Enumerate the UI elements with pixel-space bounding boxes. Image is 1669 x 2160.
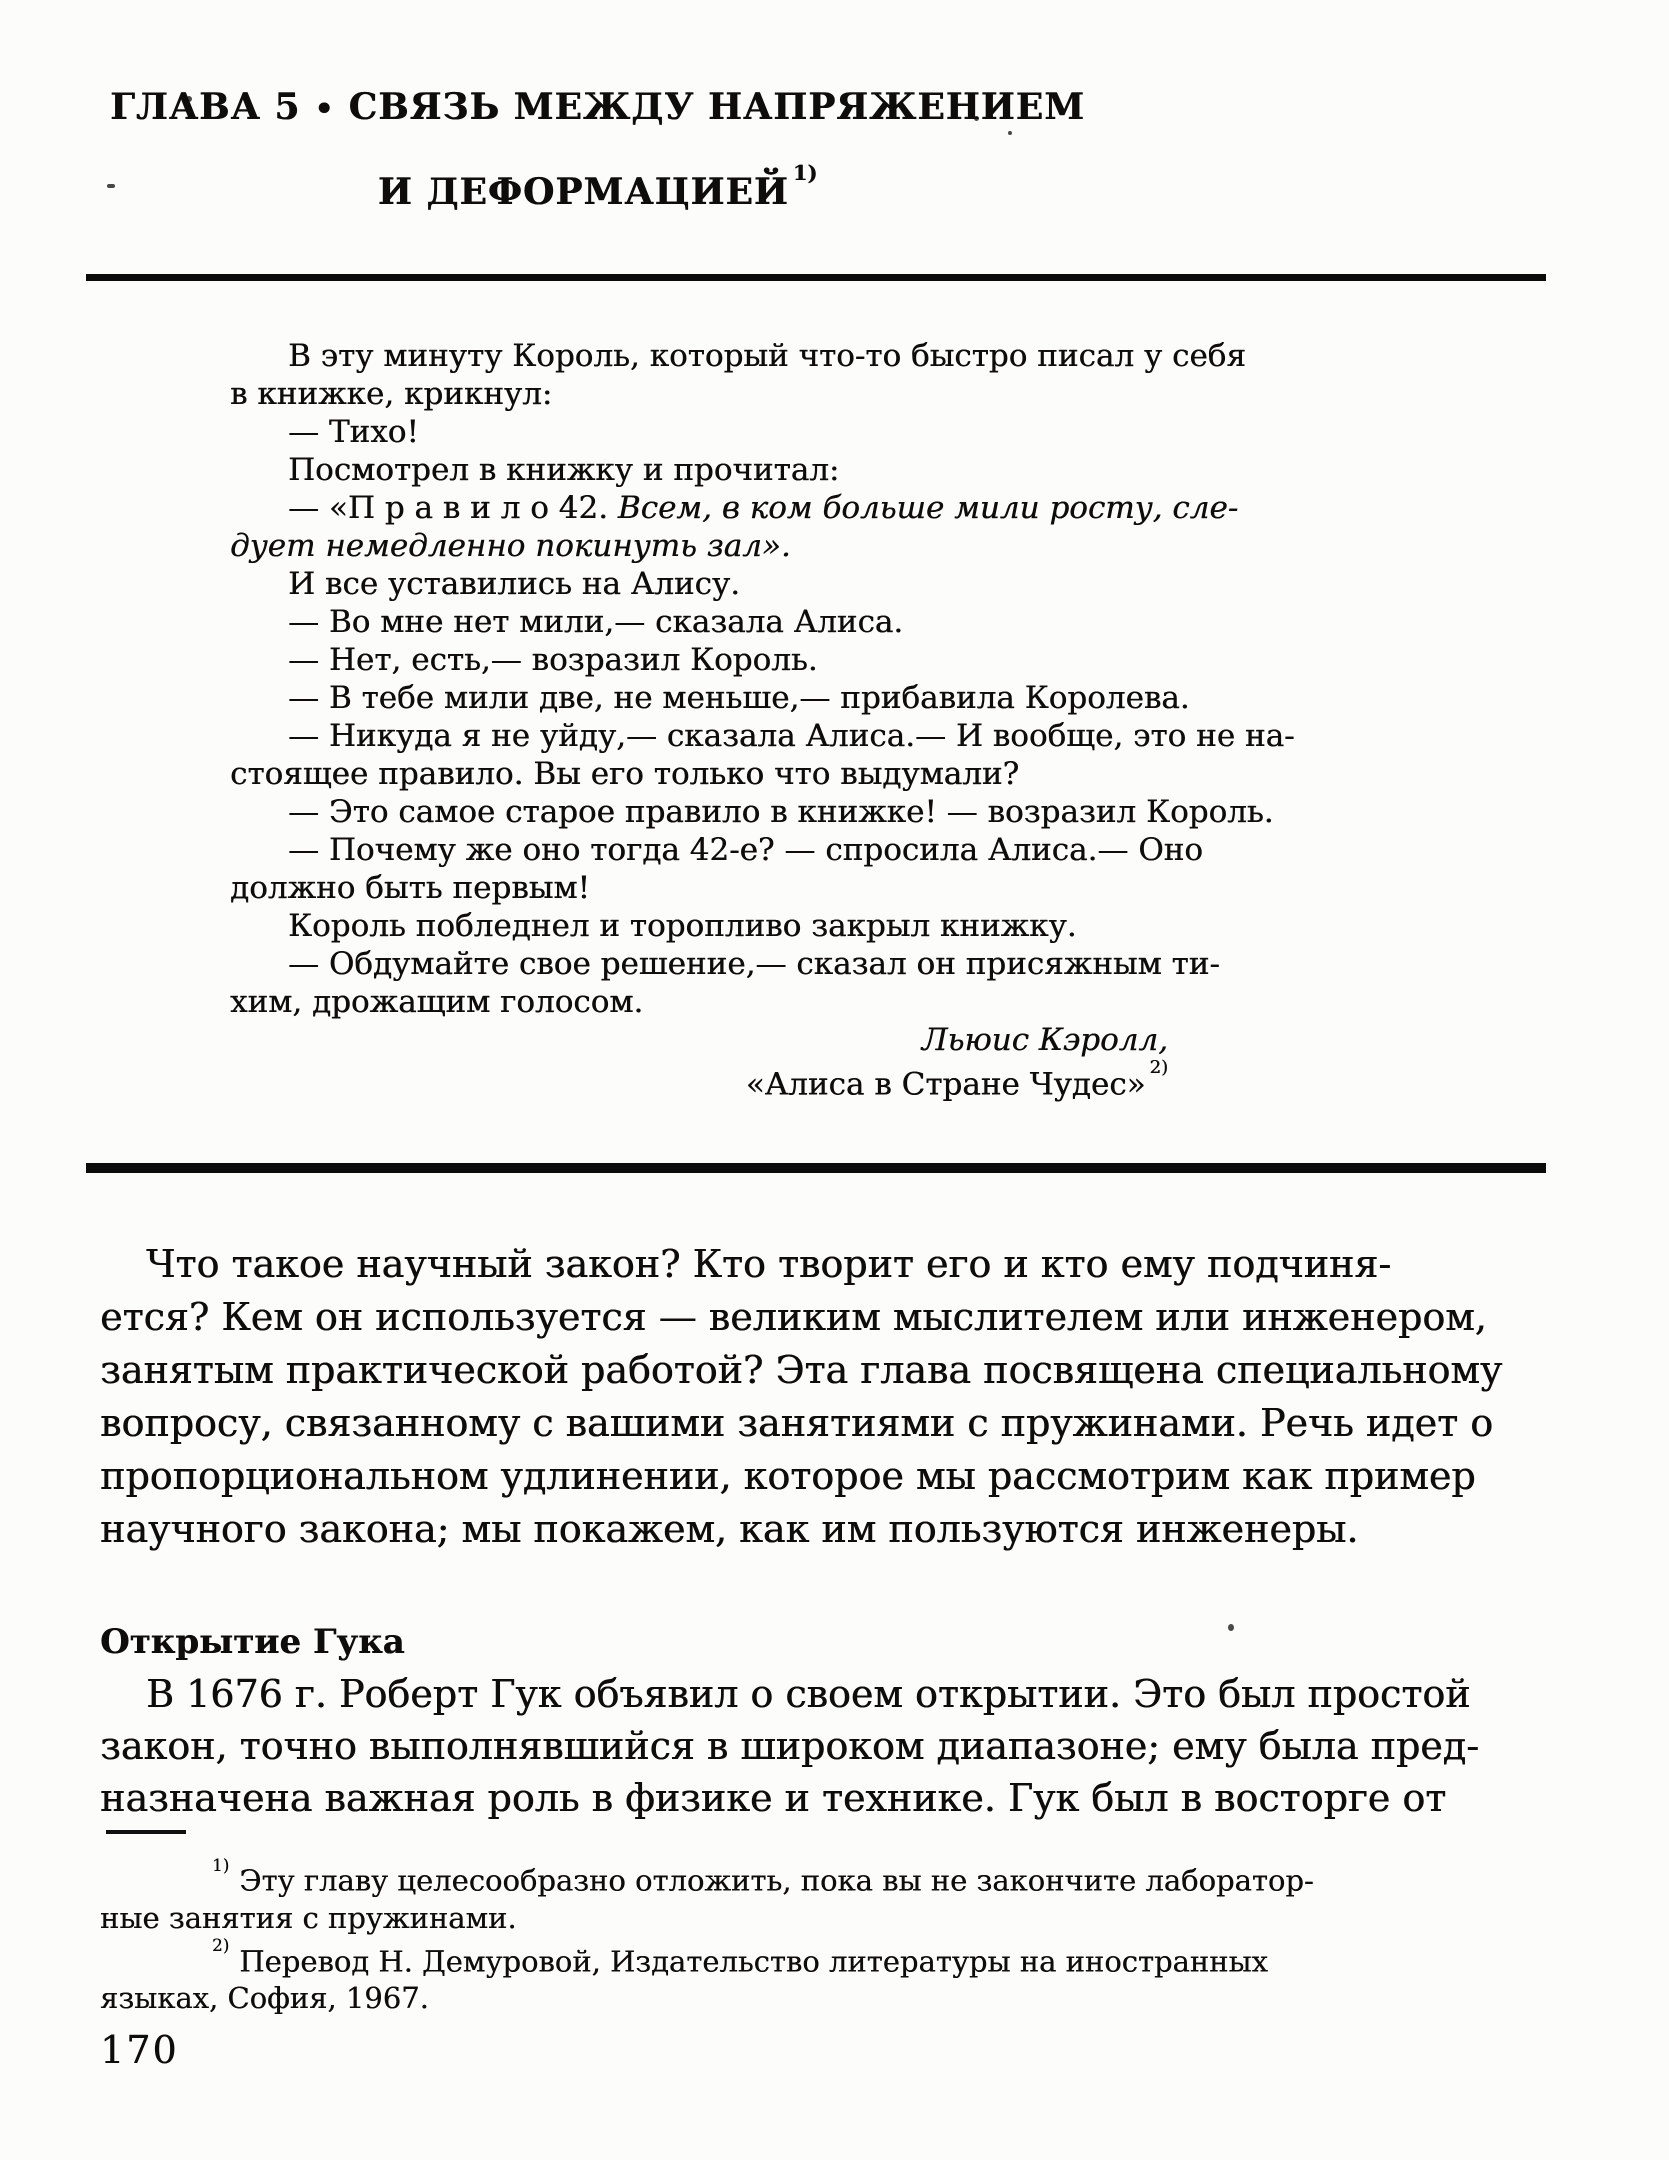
epigraph-line: — Нет, есть,— возразил Король. [288, 642, 818, 678]
epigraph-line: дует немедленно покинуть зал». [230, 528, 791, 564]
chapter-title [105, 70, 1090, 229]
body-line: вопросу, связанному с вашими занятиями с пружинами. Речь идет о [100, 1401, 1493, 1445]
epigraph [230, 337, 1410, 1103]
chapter-title-text: СВЯЗЬ МЕЖДУ НАПРЯЖЕНИЕМ [348, 86, 1085, 128]
body-line: закон, точно выполнявшийся в широком диапазоне; ему была пред- [100, 1724, 1479, 1768]
epigraph-line [230, 489, 1410, 527]
epigraph-line: Посмотрел в книжку и прочитал: [288, 452, 840, 488]
chapter-title-line1 [105, 70, 1090, 147]
epigraph-line: — Тихо! [288, 414, 419, 450]
epigraph-line: В эту минуту Король, который что-то быстро писал у себя [288, 338, 1246, 374]
intro-paragraph [100, 1238, 1565, 1556]
body-line: занятым практической работой? Эта глава посвящена специальному [100, 1348, 1503, 1392]
epigraph-line: хим, дрожащим голосом. [230, 984, 644, 1020]
epigraph-line: — В тебе мили две, не меньше,— прибавила Королева. [288, 680, 1190, 716]
body-line: пропорциональном удлинении, которое мы рассмотрим как пример [100, 1454, 1476, 1498]
hooke-paragraph [100, 1668, 1565, 1824]
footnote-divider-rule [106, 1830, 186, 1834]
horizontal-rule-middle [86, 1163, 1546, 1173]
chapter-title-line2 [105, 147, 1090, 229]
epigraph-line: — Это самое старое правило в книжке! — возразил Король. [288, 794, 1274, 830]
bullet-separator-icon: • [314, 92, 335, 127]
footnote-1-line-1 [100, 1856, 1565, 1900]
epigraph-line: — Обдумайте свое решение,— сказал он присяжным ти- [288, 946, 1220, 982]
epigraph-line: — Никуда я не уйду,— сказала Алиса.— И вообще, это не на- [288, 718, 1295, 754]
rule-42-label: — «П р а в и л о 42. [288, 490, 618, 526]
footnote-2-line-2: языках, София, 1967. [100, 1981, 429, 2016]
section-heading-hooke-discovery: Открытие Гука [100, 1622, 405, 1663]
epigraph-line: должно быть первым! [230, 870, 590, 906]
epigraph-line: — Почему же оно тогда 42-е? — спросила Алиса.— Оно [288, 832, 1203, 868]
footnote-1-line-2: ные занятия с пружинами. [100, 1900, 517, 1935]
body-line: В 1676 г. Роберт Гук объявил о своем открытии. Это был простой [146, 1672, 1471, 1716]
horizontal-rule-top [86, 274, 1546, 281]
rule-42-italic-text: Всем, в ком больше мили росту, сле- [617, 490, 1239, 526]
footnote-1-text: Эту главу целесообразно отложить, пока вы не закончите лаборатор- [239, 1863, 1314, 1898]
footnote-2-line-1 [100, 1937, 1565, 1981]
footnote-2-text: Перевод Н. Демуровой, Издательство литературы на иностранных [239, 1944, 1268, 1979]
body-line: научного закона; мы покажем, как им пользуются инженеры. [100, 1507, 1359, 1551]
scan-artifact [1228, 1624, 1234, 1631]
epigraph-attribution-author: Льюис Кэролл, [921, 1022, 1168, 1058]
epigraph-attribution-work [230, 1059, 1410, 1103]
footnotes [100, 1856, 1565, 2017]
attribution-footnote-ref: 2) [1149, 1057, 1168, 1079]
epigraph-line: — Во мне нет мили,— сказала Алиса. [288, 604, 904, 640]
footnote-1-marker: 1) [212, 1854, 230, 1875]
epigraph-line: в книжке, крикнул: [230, 376, 553, 412]
footnote-2-marker: 2) [212, 1935, 230, 1956]
epigraph-line: Король побледнел и торопливо закрыл книжку. [288, 908, 1077, 944]
body-line: Что такое научный закон? Кто творит его и кто ему подчиня- [146, 1242, 1392, 1286]
body-line: назначена важная роль в физике и технике. Гук был в восторге от [100, 1776, 1447, 1820]
attribution-work-title: «Алиса в Стране Чудес» [745, 1066, 1146, 1103]
epigraph-line: И все уставились на Алису. [288, 566, 740, 602]
title-footnote-ref: 1) [792, 159, 818, 185]
chapter-label: ГЛАВА 5 [110, 86, 301, 128]
chapter-title-text2: И ДЕФОРМАЦИЕЙ [377, 171, 789, 213]
body-line: ется? Кем он используется — великим мыслителем или инженером, [100, 1295, 1487, 1339]
page-number: 170 [100, 2028, 179, 2072]
epigraph-line: стоящее правило. Вы его только что выдумали? [230, 756, 1020, 792]
